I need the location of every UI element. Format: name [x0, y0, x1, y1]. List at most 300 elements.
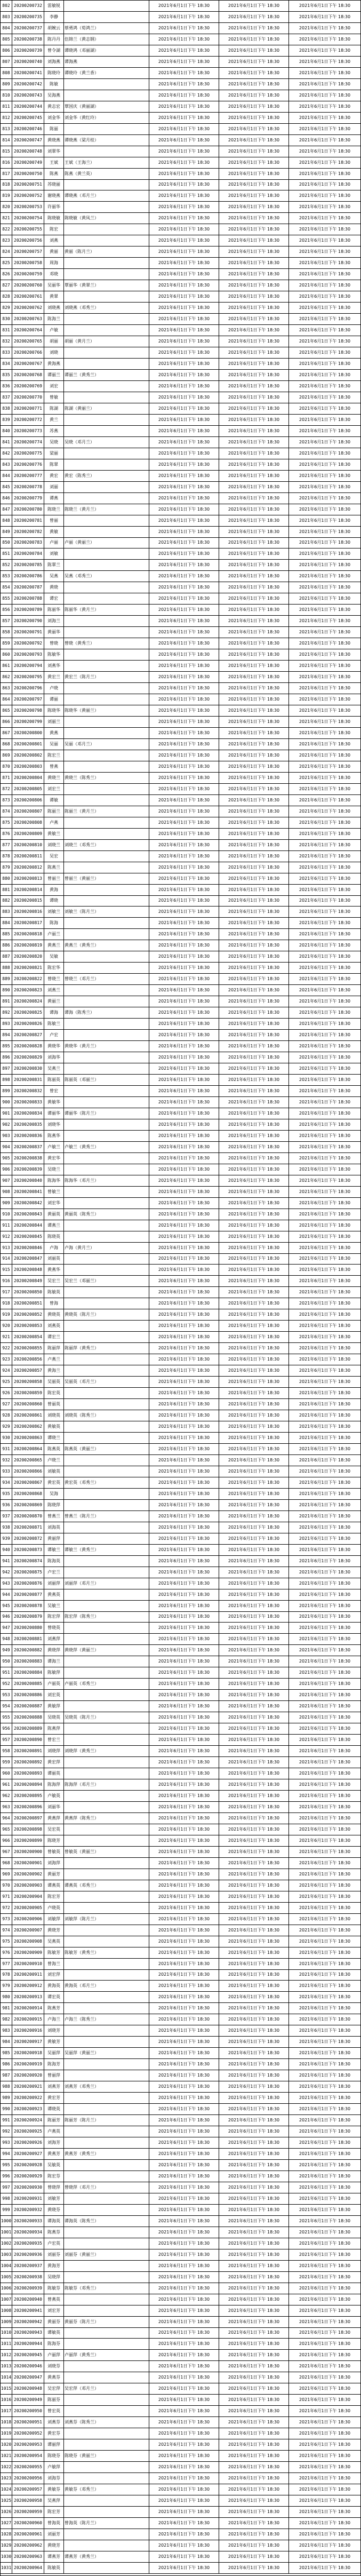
status-time: 2021年6月1日下午 18:30 [299, 1413, 351, 1418]
table-row [1, 862, 360, 873]
start-time: 2021年6月1日下午 18:30 [149, 1019, 219, 1029]
table-row [1, 1533, 360, 1545]
candidate-name: 卢晓英 [44, 1903, 64, 1913]
start-time: 2021年6月1日下午 18:30 [149, 426, 219, 436]
table-row [1, 1701, 360, 1712]
notes-cell [64, 1522, 149, 1533]
end-time: 2021年6月1日下午 18:30 [219, 661, 289, 671]
table-row [1, 124, 360, 135]
candidate-name: 黄敏华 [44, 1097, 64, 1108]
notes-cell [64, 649, 149, 660]
start-time: 2021年6月1日下午 18:30 [149, 1981, 219, 1991]
status-time: 2021年6月1日下午 18:30 [299, 2542, 351, 2548]
status-time: 2021年6月1日下午 18:30 [299, 160, 351, 165]
candidate-name: 黄海英 [44, 1981, 64, 1991]
table-row [1, 1914, 360, 1925]
row-number: 802 [1, 1, 12, 11]
exam-id: 20200200743 [12, 90, 44, 101]
end-time: 2021年6月1日下午 18:30 [219, 2428, 289, 2439]
status-time: 2021年6月1日下午 18:30 [299, 2330, 351, 2335]
exam-id: 20200200787 [12, 582, 44, 593]
exam-id: 20200200779 [12, 493, 44, 504]
notes-cell: 吴晓（邓月兰） [64, 437, 149, 448]
table-row [1, 2328, 360, 2339]
status-time: 2021年6月1日下午 18:30 [299, 1402, 351, 1407]
exam-id: 20200200751 [12, 180, 44, 190]
exam-id: 20200200904 [12, 1891, 44, 1902]
notes-cell [64, 1198, 149, 1209]
row-number: 959 [1, 1757, 12, 1768]
notes-cell: 谭丽华（陈月兰） [64, 1108, 149, 1119]
candidate-name: 刘宏英 [44, 1690, 64, 1700]
row-number: 891 [1, 996, 12, 1007]
row-number: 961 [1, 1779, 12, 1790]
table-row [1, 784, 360, 795]
candidate-name: 刘海芬 [44, 2473, 64, 2484]
start-time: 2021年6月1日下午 18:30 [149, 1477, 219, 1488]
start-time: 2021年6月1日下午 18:30 [149, 1041, 219, 1052]
start-time: 2021年6月1日下午 18:30 [149, 146, 219, 157]
candidate-name: 黄宏芬 [44, 2428, 64, 2439]
exam-id: 20200200943 [12, 2328, 44, 2339]
candidate-name: 谭海 [44, 1007, 64, 1018]
table-row [1, 1712, 360, 1723]
status-time: 2021年6月1日下午 18:30 [299, 797, 351, 802]
candidate-name: 陈晓英 [44, 1231, 64, 1242]
end-time: 2021年6月1日下午 18:30 [219, 1388, 289, 1398]
start-time: 2021年6月1日下午 18:30 [149, 1086, 219, 1096]
notes-cell [64, 817, 149, 828]
row-number: 989 [1, 2093, 12, 2103]
status-time: 2021年6月1日下午 18:30 [299, 764, 351, 769]
candidate-name: 刘丽华 [44, 1802, 64, 1812]
end-time: 2021年6月1日下午 18:30 [219, 1019, 289, 1029]
notes-cell [64, 1656, 149, 1667]
row-number: 1017 [1, 2406, 12, 2416]
end-time: 2021年6月1日下午 18:30 [219, 1477, 289, 1488]
exam-id: 20200200798 [12, 705, 44, 716]
end-time: 2021年6月1日下午 18:30 [219, 493, 289, 504]
end-time: 2021年6月1日下午 18:30 [219, 705, 289, 716]
notes-cell [64, 347, 149, 358]
candidate-name: 曾燕英 [44, 2294, 64, 2305]
table-row [1, 1097, 360, 1108]
exam-id: 20200200841 [12, 1187, 44, 1197]
exam-id: 20200200872 [12, 1533, 44, 1544]
status-time: 2021年6月1日下午 18:30 [299, 1815, 351, 1820]
start-time: 2021年6月1日下午 18:30 [149, 1433, 219, 1443]
exam-id: 20200200759 [12, 269, 44, 280]
row-number: 911 [1, 1220, 12, 1231]
end-time: 2021年6月1日下午 18:30 [219, 571, 289, 582]
status-time: 2021年6月1日下午 18:30 [299, 1916, 351, 1921]
end-time: 2021年6月1日下午 18:30 [219, 2317, 289, 2327]
end-time: 2021年6月1日下午 18:30 [219, 717, 289, 727]
table-row [1, 683, 360, 694]
candidate-name: 吴燕兰 [44, 1063, 64, 1074]
status-time: 2021年6月1日下午 18:30 [299, 1670, 351, 1675]
notes-cell [64, 359, 149, 369]
status-time: 2021年6月1日下午 18:30 [299, 1133, 351, 1138]
candidate-name: 刘海萍 [44, 1858, 64, 1869]
exam-id: 20200200891 [12, 1746, 44, 1756]
exam-id: 20200200749 [12, 157, 44, 168]
end-time: 2021年6月1日下午 18:30 [219, 885, 289, 895]
row-number: 926 [1, 1388, 12, 1398]
table-row [1, 538, 360, 549]
status-time: 2021年6月1日下午 18:30 [299, 115, 351, 120]
table-row [1, 1019, 360, 1030]
notes-cell: 陈燕（黄兰英） [64, 169, 149, 179]
end-time: 2021年6月1日下午 18:30 [219, 157, 289, 168]
candidate-name: 吴丽 [44, 739, 64, 750]
notes-cell: 卢海兰（陈秀兰） [64, 2014, 149, 2025]
table-row [1, 1354, 360, 1365]
status-time: 2021年6月1日下午 18:30 [299, 137, 351, 142]
status-time: 2021年6月1日下午 18:30 [299, 1457, 351, 1462]
candidate-name: 刘晓燕 [44, 303, 64, 313]
exam-id: 20200200823 [12, 985, 44, 996]
status-time: 2021年6月1日下午 18:30 [299, 1256, 351, 1261]
exam-id: 20200200899 [12, 1835, 44, 1846]
table-row [1, 2406, 360, 2417]
notes-cell [64, 795, 149, 806]
table-row [1, 1936, 360, 1947]
status-time: 2021年6月1日下午 18:30 [299, 1838, 351, 1843]
table-row [1, 325, 360, 336]
start-time: 2021年6月1日下午 18:30 [149, 202, 219, 212]
start-time: 2021年6月1日下午 18:30 [149, 1052, 219, 1063]
notes-cell: 伍锦兰（黄志钢） [64, 34, 149, 45]
table-row [1, 1880, 360, 1891]
end-time: 2021年6月1日下午 18:30 [219, 1936, 289, 1947]
row-number: 857 [1, 616, 12, 626]
candidate-name: 刘海燕 [44, 57, 64, 67]
row-number: 1008 [1, 2305, 12, 2316]
start-time: 2021年6月1日下午 18:30 [149, 2081, 219, 2092]
exam-id: 20200200930 [12, 2182, 44, 2193]
notes-cell [64, 1298, 149, 1309]
notes-cell [64, 2529, 149, 2540]
row-number: 822 [1, 224, 12, 235]
end-time: 2021年6月1日下午 18:30 [219, 974, 289, 984]
status-time: 2021年6月1日下午 18:30 [299, 2531, 351, 2537]
candidate-name: 邓晓 [44, 269, 64, 280]
table-row [1, 1601, 360, 1612]
table-row [1, 2093, 360, 2104]
status-time: 2021年6月1日下午 18:30 [299, 1122, 351, 1127]
exam-id: 20200200790 [12, 616, 44, 626]
table-row [1, 1567, 360, 1578]
notes-cell: 吴宏萍（邓月兰） [64, 2383, 149, 2394]
start-time: 2021年6月1日下午 18:30 [149, 359, 219, 369]
table-row [1, 1992, 360, 2003]
row-number: 910 [1, 1209, 12, 1220]
start-time: 2021年6月1日下午 18:30 [149, 2439, 219, 2450]
start-time: 2021年6月1日下午 18:30 [149, 2115, 219, 2126]
end-time: 2021年6月1日下午 18:30 [219, 1377, 289, 1387]
candidate-name: 陈丽萍 [44, 1343, 64, 1354]
table-row [1, 515, 360, 527]
notes-cell [64, 1433, 149, 1443]
table-row [1, 2383, 360, 2395]
notes-cell [64, 2540, 149, 2551]
table-row [1, 918, 360, 929]
start-time: 2021年6月1日下午 18:30 [149, 57, 219, 67]
notes-cell [64, 548, 149, 559]
notes-cell: 吴丽（邓月兰） [64, 739, 149, 750]
table-row [1, 370, 360, 381]
exam-id: 20200200747 [12, 135, 44, 146]
start-time: 2021年6月1日下午 18:30 [149, 2205, 219, 2215]
status-time: 2021年6月1日下午 18:30 [299, 2364, 351, 2369]
end-time: 2021年6月1日下午 18:30 [219, 2126, 289, 2137]
row-number: 925 [1, 1377, 12, 1387]
row-number: 999 [1, 2205, 12, 2215]
end-time: 2021年6月1日下午 18:30 [219, 504, 289, 515]
table-row [1, 1198, 360, 1209]
row-number: 1022 [1, 2462, 12, 2472]
candidate-name: 刘宏萍 [44, 1970, 64, 1981]
candidate-name: 刘晓兰 [44, 840, 64, 850]
end-time: 2021年6月1日下午 18:30 [219, 2529, 289, 2540]
exam-id: 20200200767 [12, 359, 44, 369]
exam-id: 20200200960 [12, 2518, 44, 2529]
exam-id: 20200200777 [12, 471, 44, 481]
exam-id: 20200200744 [12, 101, 44, 112]
exam-id: 20200200784 [12, 548, 44, 559]
start-time: 2021年6月1日下午 18:30 [149, 1231, 219, 1242]
row-number: 869 [1, 750, 12, 761]
row-number: 834 [1, 359, 12, 369]
exam-id: 20200200828 [12, 1041, 44, 1052]
notes-cell: 黄晓兰（陈秀兰） [64, 773, 149, 783]
status-time: 2021年6月1日下午 18:30 [299, 1110, 351, 1116]
row-number: 912 [1, 1231, 12, 1242]
exam-id: 20200200937 [12, 2261, 44, 2271]
notes-cell [64, 1399, 149, 1410]
start-time: 2021年6月1日下午 18:30 [149, 113, 219, 123]
table-row [1, 560, 360, 571]
candidate-name: 陈晓兰 [44, 504, 64, 515]
end-time: 2021年6月1日下午 18:30 [219, 2439, 289, 2450]
status-time: 2021年6月1日下午 18:30 [299, 574, 351, 579]
start-time: 2021年6月1日下午 18:30 [149, 2518, 219, 2529]
end-time: 2021年6月1日下午 18:30 [219, 12, 289, 22]
candidate-name: 黄敏萍 [44, 1701, 64, 1712]
notes-cell [64, 2428, 149, 2439]
end-time: 2021年6月1日下午 18:30 [219, 1030, 289, 1040]
row-number: 886 [1, 940, 12, 951]
exam-id: 20200200884 [12, 1667, 44, 1678]
exam-id: 20200200897 [12, 1813, 44, 1824]
exam-id: 20200200812 [12, 862, 44, 873]
status-time: 2021年6月1日下午 18:30 [299, 551, 351, 556]
table-row [1, 2305, 360, 2317]
table-row [1, 571, 360, 582]
status-time: 2021年6月1日下午 18:30 [299, 1513, 351, 1518]
notes-cell: 谭晓燕（梁月桂） [64, 135, 149, 146]
notes-cell: 黄晓萍（黄丽兰） [64, 1645, 149, 1656]
candidate-name: 刘燕英 [44, 1321, 64, 1331]
status-time: 2021年6月1日下午 18:30 [299, 1882, 351, 1888]
exam-id: 20200200948 [12, 2383, 44, 2394]
status-time: 2021年6月1日下午 18:30 [299, 842, 351, 847]
table-row [1, 2003, 360, 2014]
end-time: 2021年6月1日下午 18:30 [219, 2025, 289, 2036]
end-time: 2021年6月1日下午 18:30 [219, 2014, 289, 2025]
notes-cell [64, 2037, 149, 2047]
status-time: 2021年6月1日下午 18:30 [299, 2554, 351, 2559]
status-time: 2021年6月1日下午 18:30 [299, 2386, 351, 2391]
notes-cell: 卢丽萍（黄秀兰） [64, 2350, 149, 2360]
status-time: 2021年6月1日下午 18:30 [299, 2520, 351, 2525]
end-time: 2021年6月1日下午 18:30 [219, 1175, 289, 1186]
row-number: 810 [1, 90, 12, 101]
exam-id: 20200200910 [12, 1959, 44, 1969]
start-time: 2021年6月1日下午 18:30 [149, 1903, 219, 1913]
candidate-name: 曾丽萍 [44, 2070, 64, 2081]
table-row [1, 90, 360, 101]
end-time: 2021年6月1日下午 18:30 [219, 2182, 289, 2193]
notes-cell [64, 2205, 149, 2215]
row-number: 985 [1, 2048, 12, 2058]
end-time: 2021年6月1日下午 18:30 [219, 2059, 289, 2070]
row-number: 931 [1, 1444, 12, 1454]
row-number: 853 [1, 571, 12, 582]
notes-cell: 曾丽兰（黄丽兰） [64, 873, 149, 884]
end-time: 2021年6月1日下午 18:30 [219, 1858, 289, 1869]
start-time: 2021年6月1日下午 18:30 [149, 2372, 219, 2383]
row-number: 948 [1, 1634, 12, 1644]
row-number: 865 [1, 705, 12, 716]
notes-cell [64, 896, 149, 907]
candidate-name: 陈燕芬 [44, 2227, 64, 2238]
candidate-name: 吴宏萍 [44, 2383, 64, 2394]
end-time: 2021年6月1日下午 18:30 [219, 1, 289, 11]
table-row [1, 1298, 360, 1309]
table-row [1, 2428, 360, 2439]
end-time: 2021年6月1日下午 18:30 [219, 2339, 289, 2349]
row-number: 916 [1, 1276, 12, 1286]
end-time: 2021年6月1日下午 18:30 [219, 739, 289, 750]
exam-id: 20200200782 [12, 527, 44, 537]
table-row [1, 907, 360, 918]
candidate-name: 曾海英 [44, 2518, 64, 2529]
notes-cell: 谭海（陈秀兰） [64, 1007, 149, 1018]
start-time: 2021年6月1日下午 18:30 [149, 1589, 219, 1600]
candidate-name: 刘丽 [44, 482, 64, 492]
candidate-name: 黄海兰 [44, 1365, 64, 1376]
exam-id: 20200200760 [12, 280, 44, 291]
exam-id: 20200200754 [12, 213, 44, 224]
table-row [1, 593, 360, 605]
candidate-name: 曾海 [44, 1298, 64, 1309]
table-row [1, 2261, 360, 2272]
start-time: 2021年6月1日下午 18:30 [149, 2216, 219, 2227]
end-time: 2021年6月1日下午 18:30 [219, 1880, 289, 1891]
row-number: 954 [1, 1701, 12, 1712]
row-number: 1021 [1, 2451, 12, 2461]
row-number: 991 [1, 2115, 12, 2126]
end-time: 2021年6月1日下午 18:30 [219, 515, 289, 526]
table-row [1, 180, 360, 191]
start-time: 2021年6月1日下午 18:30 [149, 616, 219, 626]
row-number: 969 [1, 1869, 12, 1880]
notes-cell [64, 1119, 149, 1130]
notes-cell: 陈敏芬（邓秀兰） [64, 2283, 149, 2294]
exam-id: 20200200811 [12, 851, 44, 862]
row-number: 953 [1, 1690, 12, 1700]
status-time: 2021年6月1日下午 18:30 [299, 2341, 351, 2347]
row-number: 924 [1, 1365, 12, 1376]
notes-cell: 陈晓芬（黄丽兰） [64, 2451, 149, 2461]
end-time: 2021年6月1日下午 18:30 [219, 1567, 289, 1578]
table-row [1, 2238, 360, 2249]
notes-cell: 黄宏兰（陈月兰） [64, 672, 149, 682]
end-time: 2021年6月1日下午 18:30 [219, 1723, 289, 1734]
start-time: 2021年6月1日下午 18:30 [149, 190, 219, 201]
row-number: 851 [1, 548, 12, 559]
candidate-name: 陈宏 [44, 224, 64, 235]
table-row [1, 1645, 360, 1656]
status-time: 2021年6月1日下午 18:30 [299, 1312, 351, 1317]
candidate-name: 谭海兰 [44, 1656, 64, 1667]
row-number: 998 [1, 2193, 12, 2204]
candidate-name: 陈晓玲 [44, 68, 64, 78]
start-time: 2021年6月1日下午 18:30 [149, 2551, 219, 2562]
status-time: 2021年6月1日下午 18:30 [299, 2252, 351, 2257]
table-row [1, 761, 360, 773]
start-time: 2021年6月1日下午 18:30 [149, 2193, 219, 2204]
start-time: 2021年6月1日下午 18:30 [149, 1119, 219, 1130]
table-row [1, 157, 360, 169]
start-time: 2021年6月1日下午 18:30 [149, 627, 219, 638]
candidate-name: 刘宏华 [44, 1198, 64, 1209]
row-number: 807 [1, 57, 12, 67]
candidate-name: 苏晓丽 [44, 180, 64, 190]
end-time: 2021年6月1日下午 18:30 [219, 2294, 289, 2305]
table-row [1, 1164, 360, 1175]
row-number: 809 [1, 79, 12, 90]
start-time: 2021年6月1日下午 18:30 [149, 2249, 219, 2260]
exam-id: 20200200848 [12, 1265, 44, 1275]
notes-cell: 刘燕芳（邓秀兰） [64, 2081, 149, 2092]
table-row [1, 459, 360, 471]
candidate-name: 谭燕英 [44, 1880, 64, 1891]
start-time: 2021年6月1日下午 18:30 [149, 2305, 219, 2316]
notes-cell: 黄海英（邓月兰） [64, 1981, 149, 1991]
start-time: 2021年6月1日下午 18:30 [149, 169, 219, 179]
exam-id: 20200200905 [12, 1903, 44, 1913]
candidate-name: 陈海芬 [44, 2339, 64, 2349]
status-time: 2021年6月1日下午 18:30 [299, 417, 351, 422]
exam-id: 20200200826 [12, 1019, 44, 1029]
row-number: 844 [1, 471, 12, 481]
candidate-name: 黄燕华 [44, 1265, 64, 1275]
candidate-name: 曾晓萍 [44, 2182, 64, 2193]
table-row [1, 940, 360, 951]
exam-id: 20200200819 [12, 940, 44, 951]
candidate-name: 陈翠兰 [44, 560, 64, 570]
end-time: 2021年6月1日下午 18:30 [219, 1421, 289, 1432]
table-row [1, 1209, 360, 1220]
row-number: 840 [1, 426, 12, 436]
status-time: 2021年6月1日下午 18:30 [299, 2285, 351, 2291]
notes-cell: 吴燕（邓秀兰） [64, 571, 149, 582]
candidate-name: 陈丹丹 [44, 34, 64, 45]
status-time: 2021年6月1日下午 18:30 [299, 1189, 351, 1194]
